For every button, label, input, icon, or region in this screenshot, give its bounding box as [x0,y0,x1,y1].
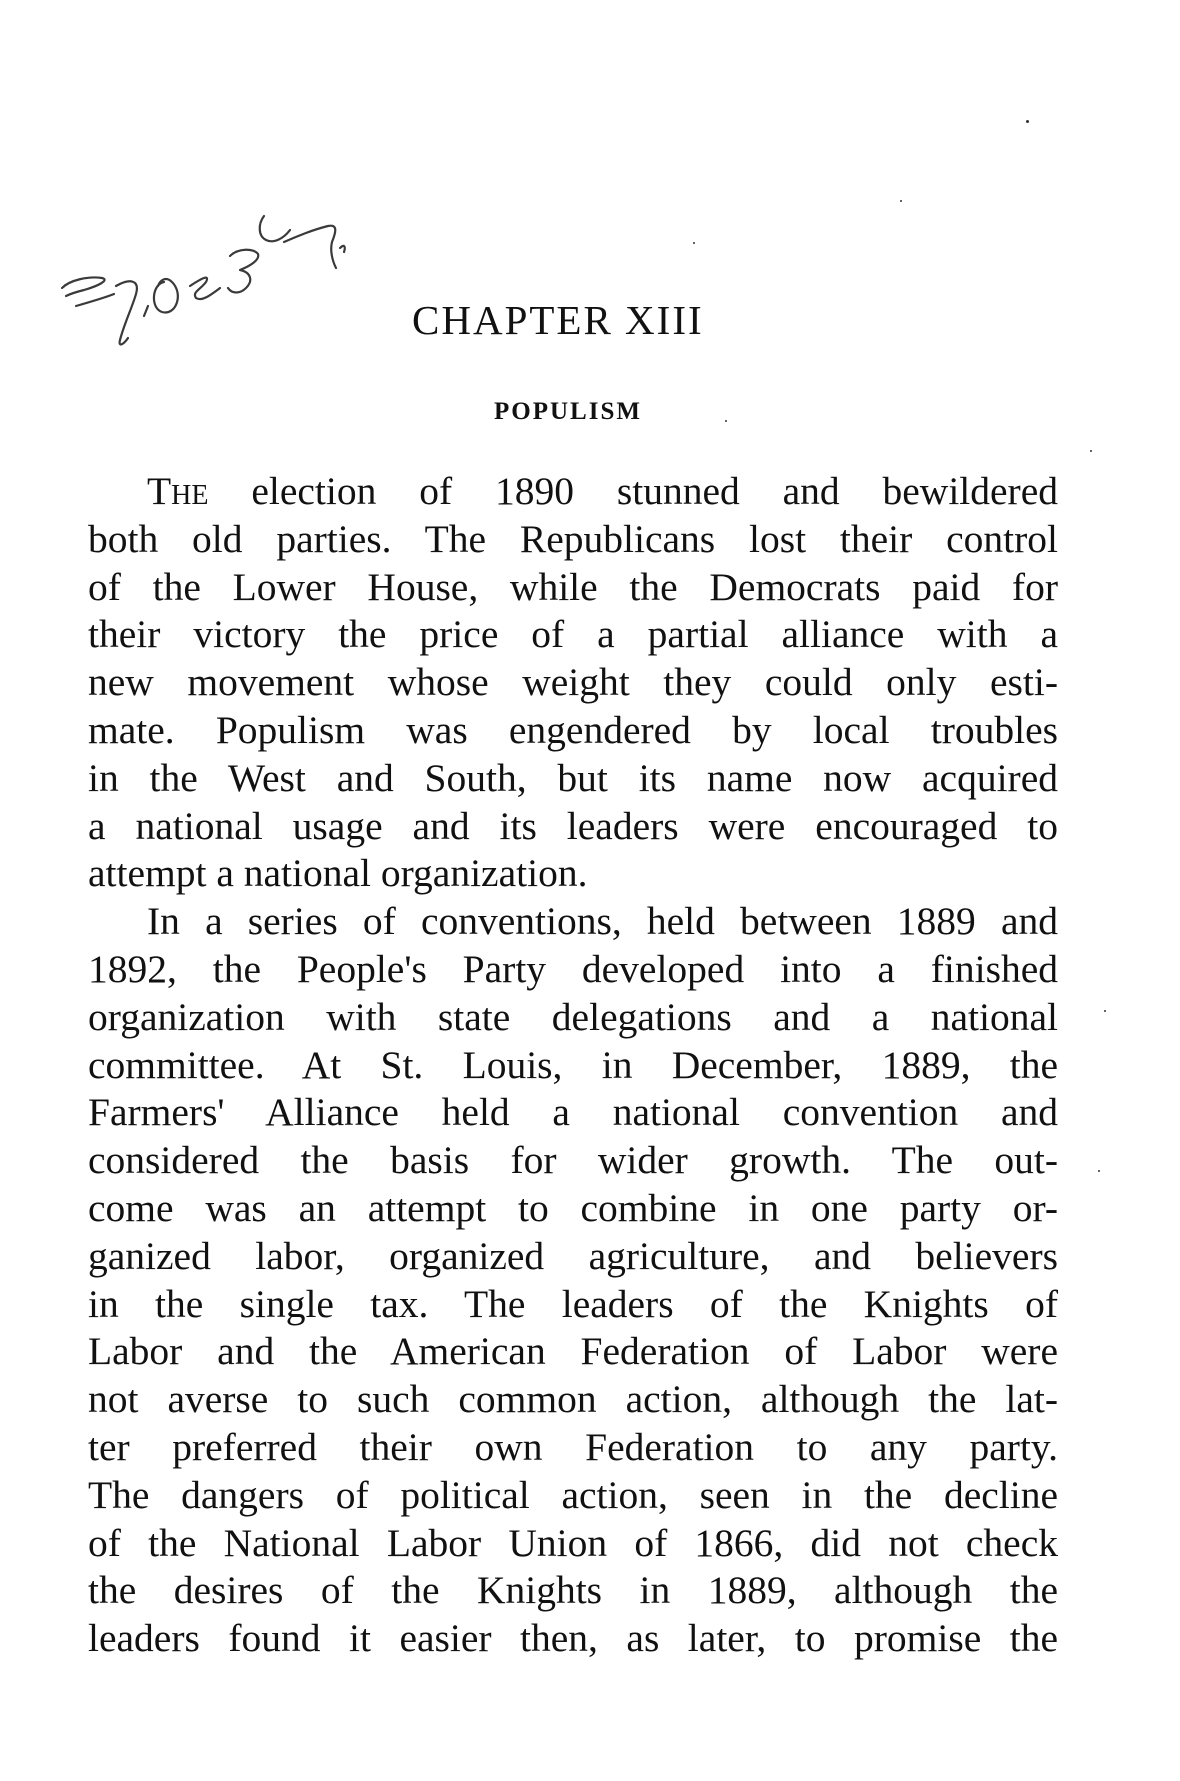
scan-speck [900,200,902,202]
text-line: The dangers of political action, seen in the decline [88,1472,1058,1517]
text-line: considered the basis for wider growth. The out- [88,1138,1058,1183]
body-text [88,468,1058,1663]
text-line: come was an attempt to combine in one party or- [88,1185,1058,1230]
text-line: their victory the price of a partial alliance with a [88,612,1058,657]
text-line: Farmers' Alliance held a national convention and [88,1090,1058,1135]
text-line: ganized labor, organized agriculture, and believers [88,1233,1058,1278]
section-title: POPULISM [494,398,642,425]
lead-small-caps: The [147,469,209,513]
text-line: the desires of the Knights in 1889, although the [88,1568,1058,1613]
text-line: leaders found it easier then, as later, to promise the [88,1616,1058,1661]
scan-speck [1090,450,1092,452]
text-line: new movement whose weight they could only esti- [88,660,1058,705]
paragraph-1 [88,468,1058,898]
scan-speck [1026,120,1029,123]
text-line: of the Lower House, while the Democrats paid for [88,564,1058,609]
text-line: committee. At St. Louis, in December, 1889, the [88,1042,1058,1087]
text-line: a national usage and its leaders were encouraged to [88,803,1058,848]
text-line: 1892, the People's Party developed into a finished [88,946,1058,991]
scan-speck [725,420,727,422]
handwritten-annotation [40,190,400,420]
text-line: in the single tax. The leaders of the Knights of [88,1281,1058,1326]
text-line: In a series of conventions, held between 1889 and [147,899,1058,944]
scan-speck [1098,1170,1100,1172]
text-line: Labor and the American Federation of Labor were [88,1329,1058,1374]
chapter-heading: CHAPTER XIII [412,297,704,343]
scan-speck [1104,1010,1106,1012]
text-line: organization with state delegations and a national [88,994,1058,1039]
text-line: The election of 1890 stunned and bewildered [147,469,1058,513]
text-line: of the National Labor Union of 1866, did not check [88,1520,1058,1565]
text-line: not averse to such common action, although the lat- [88,1377,1058,1422]
text-line: ter preferred their own Federation to any party. [88,1424,1058,1469]
text-line: mate. Populism was engendered by local troubles [88,707,1058,752]
text-line: in the West and South, but its name now acquired [88,755,1058,800]
text-line: both old parties. The Republicans lost their control [88,516,1058,561]
scan-speck [693,242,695,244]
paragraph-2 [88,898,1058,1663]
text-line: attempt a national organization. [88,851,588,896]
